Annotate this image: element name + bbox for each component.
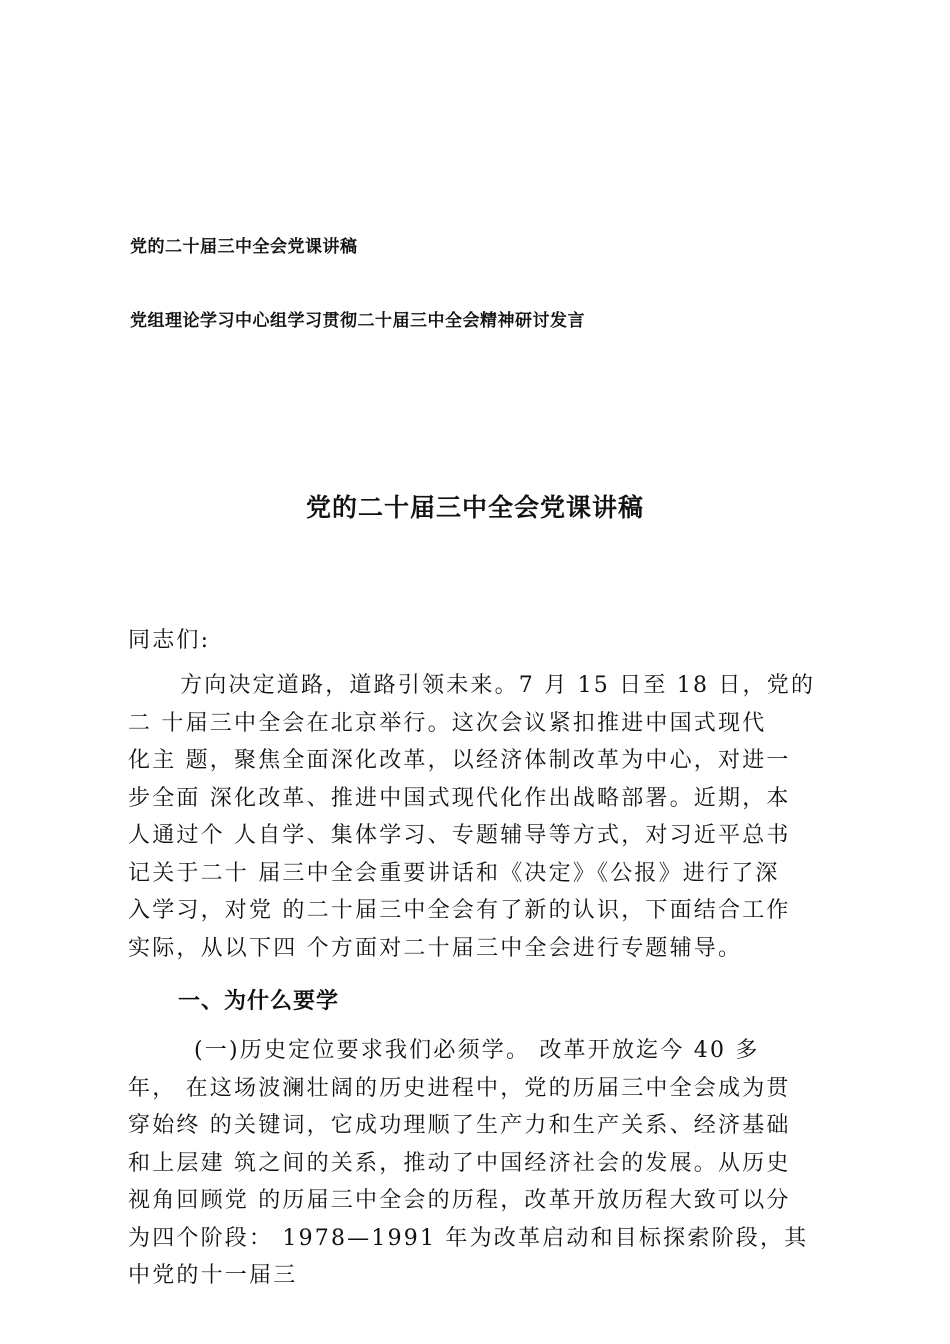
paragraph-line: 记关于二十 届三中全会重要讲话和《决定》《公报》进行了深 [128, 860, 780, 886]
salutation: 同志们: [128, 628, 211, 653]
document-title: 党的二十届三中全会党课讲稿 [305, 493, 644, 522]
paragraph-section-1 [128, 1032, 834, 1295]
paragraph-line: 方向决定道路，道路引领未来。7 月 15 日至 18 日，党的 [180, 673, 816, 698]
paragraph-line: 二 十届三中全会在北京举行。这次会议紧扣推进中国式现代 [128, 710, 767, 736]
section-heading: 一、为什么要学 [178, 989, 340, 1014]
paragraph-intro [128, 667, 834, 967]
paragraph-line: 为四个阶段： 1978—1991 年为改革启动和目标探索阶段，其 [128, 1225, 809, 1251]
paragraph-line: 入学习，对党 的二十届三中全会有了新的认识，下面结合工作 [128, 898, 791, 923]
paragraph-line: (一)历史定位要求我们必须学。 改革开放迄今 40 多 [194, 1038, 760, 1063]
paragraph-line: 步全面 深化改革、推进中国式现代化作出战略部署。近期，本 [128, 785, 791, 811]
paragraph-line: 实际，从以下四 个方面对二十届三中全会进行专题辅导。 [128, 935, 743, 961]
document-header-subtitle: 党组理论学习中心组学习贯彻二十届三中全会精神研讨发言 [130, 311, 585, 331]
paragraph-line: 中党的十一届三 [128, 1263, 298, 1288]
paragraph-line: 穿始终 的关键词，它成功理顺了生产力和生产关系、经济基础 [128, 1113, 791, 1138]
paragraph-line: 年， 在这场波澜壮阔的历史进程中，党的历届三中全会成为贯 [128, 1075, 791, 1101]
paragraph-line: 人通过个 人自学、集体学习、专题辅导等方式，对习近平总书 [128, 823, 791, 848]
paragraph-line: 视角回顾党 的历届三中全会的历程，改革开放历程大致可以分 [128, 1188, 791, 1213]
paragraph-line: 和上层建 筑之间的关系，推动了中国经济社会的发展。从历史 [128, 1150, 791, 1176]
paragraph-line: 化主 题，聚焦全面深化改革，以经济体制改革为中心，对进一 [128, 748, 791, 773]
document-header-title: 党的二十届三中全会党课讲稿 [130, 237, 358, 257]
